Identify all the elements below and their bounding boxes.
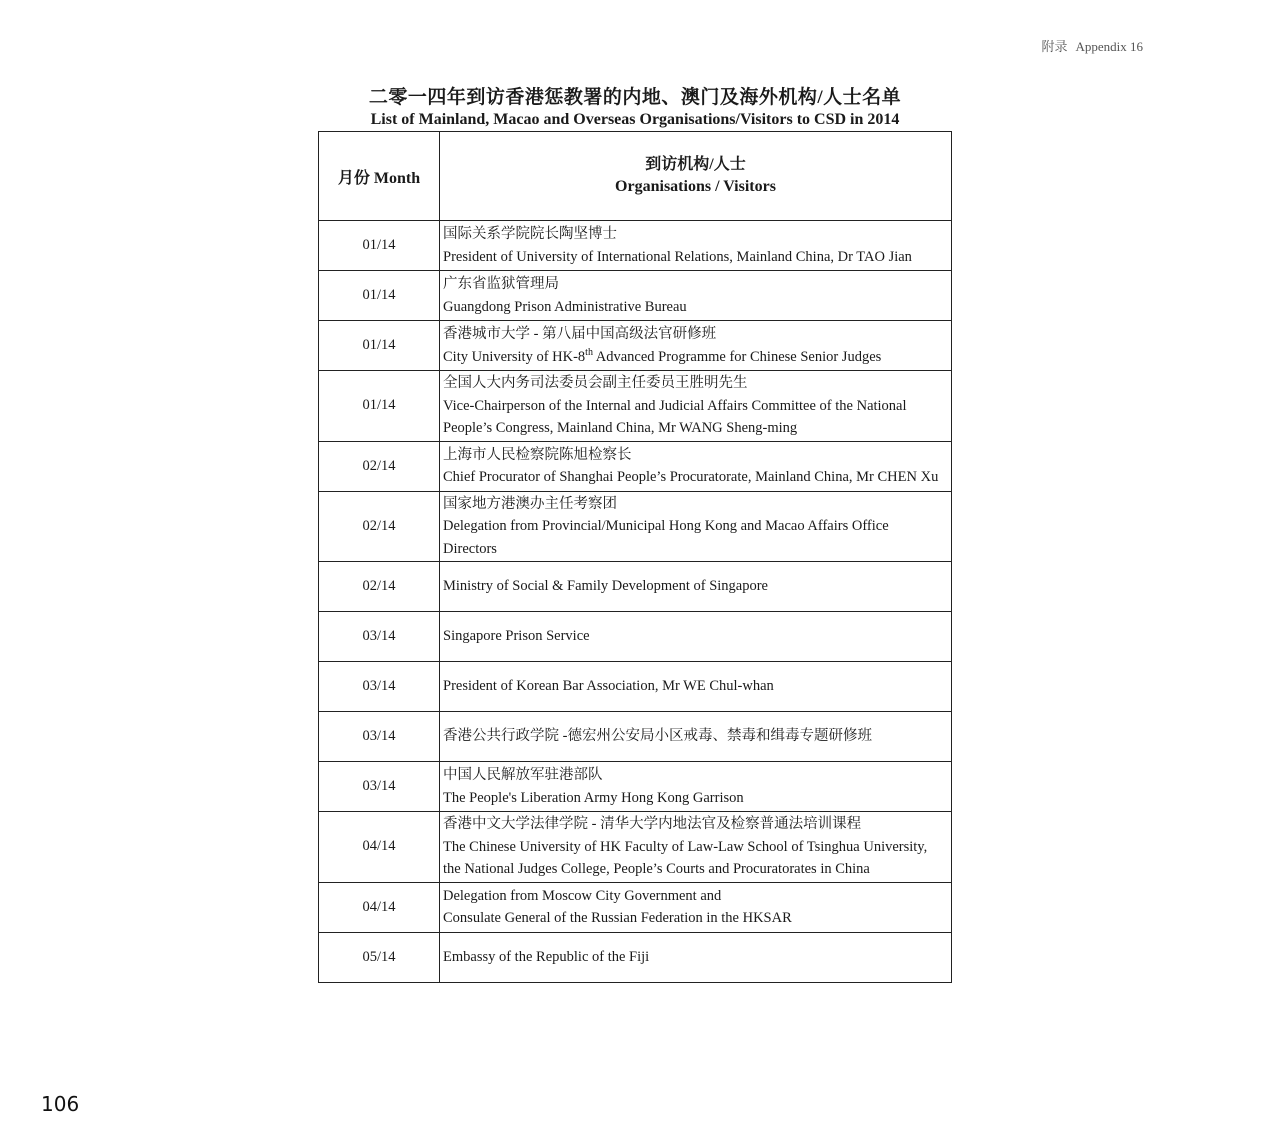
org-cell [440, 441, 952, 491]
table-row [319, 662, 952, 712]
month-cell: 03/14 [319, 662, 440, 712]
table-header-row [319, 132, 952, 221]
org-cell [440, 562, 952, 612]
org-name-en-line1: Delegation from Moscow City Government and [443, 887, 722, 904]
ordinal-superscript: th [585, 346, 593, 358]
appendix-label-en: Appendix 16 [1075, 39, 1143, 54]
org-name-zh: 广东省监狱管理局 [443, 276, 559, 292]
title-en: List of Mainland, Macao and Overseas Organisations/Visitors to CSD in 2014 [370, 111, 900, 128]
org-name-en: Chief Procurator of Shanghai People’s Procuratorate, Mainland China, Mr CHEN Xu [443, 469, 939, 485]
org-cell [440, 371, 952, 442]
org-cell [440, 321, 952, 371]
org-name-en-line2: Directors [443, 540, 497, 557]
table-row [319, 321, 952, 371]
org-name-en-line2: the National Judges College, People’s Courts and Procuratorates in China [443, 861, 870, 877]
org-name-en [443, 346, 949, 369]
month-cell: 03/14 [319, 762, 440, 812]
table-row [319, 562, 952, 612]
org-name-en-line2: Consulate General of the Russian Federation in the HKSAR [443, 910, 792, 926]
table-row [319, 612, 952, 662]
org-cell [440, 762, 952, 812]
appendix-label-zh: 附录 [1041, 39, 1068, 54]
org-name-en: Singapore Prison Service [443, 628, 590, 645]
org-name-zh: 香港公共行政学院 -德宏州公安局小区戒毒、禁毒和缉毒专题研修班 [443, 728, 872, 745]
org-cell [440, 491, 952, 562]
org-cell [440, 932, 952, 982]
month-cell: 02/14 [319, 491, 440, 562]
org-name-zh: 全国人大内务司法委员会副主任委员王胜明先生 [443, 375, 748, 391]
appendix-label [1041, 36, 1143, 55]
document-title [318, 86, 952, 130]
org-name-zh: 上海市人民检察院陈旭检察长 [443, 446, 632, 463]
org-name-zh: 香港城市大学 - 第八届中国高级法官研修班 [443, 326, 717, 342]
org-name-en: The People's Liberation Army Hong Kong Garrison [443, 789, 744, 806]
month-cell: 04/14 [319, 812, 440, 883]
month-cell: 03/14 [319, 712, 440, 762]
table-row [319, 762, 952, 812]
org-name-en: President of University of International Relations, Mainland China, Dr TAO Jian [443, 248, 912, 265]
org-name-zh: 国际关系学院院长陶坚博士 [443, 226, 617, 242]
month-cell: 01/14 [319, 221, 440, 271]
month-cell: 01/14 [319, 371, 440, 442]
org-name-en-line1: The Chinese University of HK Faculty of Law-Law School of Tsinghua University, [443, 838, 928, 855]
org-name-en-part: City University of HK-8 [443, 348, 586, 365]
org-name-en: Embassy of the Republic of the Fiji [443, 948, 650, 965]
org-cell [440, 221, 952, 271]
organisations-column-header [440, 132, 952, 221]
org-name-en-line2: People’s Congress, Mainland China, Mr WANG Sheng-ming [443, 420, 798, 436]
table-row [319, 712, 952, 762]
table-row [319, 441, 952, 491]
table-row [319, 271, 952, 321]
page-number: 106 [41, 1092, 80, 1116]
month-cell: 02/14 [319, 562, 440, 612]
month-cell: 05/14 [319, 932, 440, 982]
org-name-en: Ministry of Social & Family Development of Singapore [443, 578, 768, 595]
month-column-header: 月份 Month [319, 132, 440, 221]
org-header-zh: 到访机构/人士 [645, 156, 746, 173]
org-cell [440, 812, 952, 883]
org-name-zh: 中国人民解放军驻港部队 [443, 767, 603, 783]
org-cell [440, 662, 952, 712]
table-row [319, 882, 952, 932]
visits-table [318, 131, 952, 983]
org-name-en-part: Advanced Programme for Chinese Senior Judges [592, 348, 882, 365]
org-name-en-line1: Vice-Chairperson of the Internal and Judicial Affairs Committee of the National [443, 397, 907, 414]
org-cell [440, 612, 952, 662]
month-cell: 02/14 [319, 441, 440, 491]
org-name-en: Guangdong Prison Administrative Bureau [443, 298, 687, 315]
month-cell: 04/14 [319, 882, 440, 932]
month-cell: 01/14 [319, 321, 440, 371]
org-name-en-line1: Delegation from Provincial/Municipal Hong Kong and Macao Affairs Office [443, 518, 889, 534]
org-cell [440, 882, 952, 932]
table-row [319, 491, 952, 562]
org-name-zh: 国家地方港澳办主任考察团 [443, 495, 617, 512]
month-cell: 03/14 [319, 612, 440, 662]
org-name-en: President of Korean Bar Association, Mr WE Chul-whan [443, 678, 774, 695]
table-row [319, 812, 952, 883]
table-row [319, 371, 952, 442]
table-row [319, 221, 952, 271]
table-row [319, 932, 952, 982]
org-header-en: Organisations / Visitors [615, 178, 776, 195]
title-zh: 二零一四年到访香港惩教署的内地、澳门及海外机构/人士名单 [368, 87, 902, 108]
org-cell [440, 271, 952, 321]
org-name-zh: 香港中文大学法律学院 - 清华大学内地法官及检察普通法培训课程 [443, 816, 862, 832]
month-cell: 01/14 [319, 271, 440, 321]
org-cell [440, 712, 952, 762]
